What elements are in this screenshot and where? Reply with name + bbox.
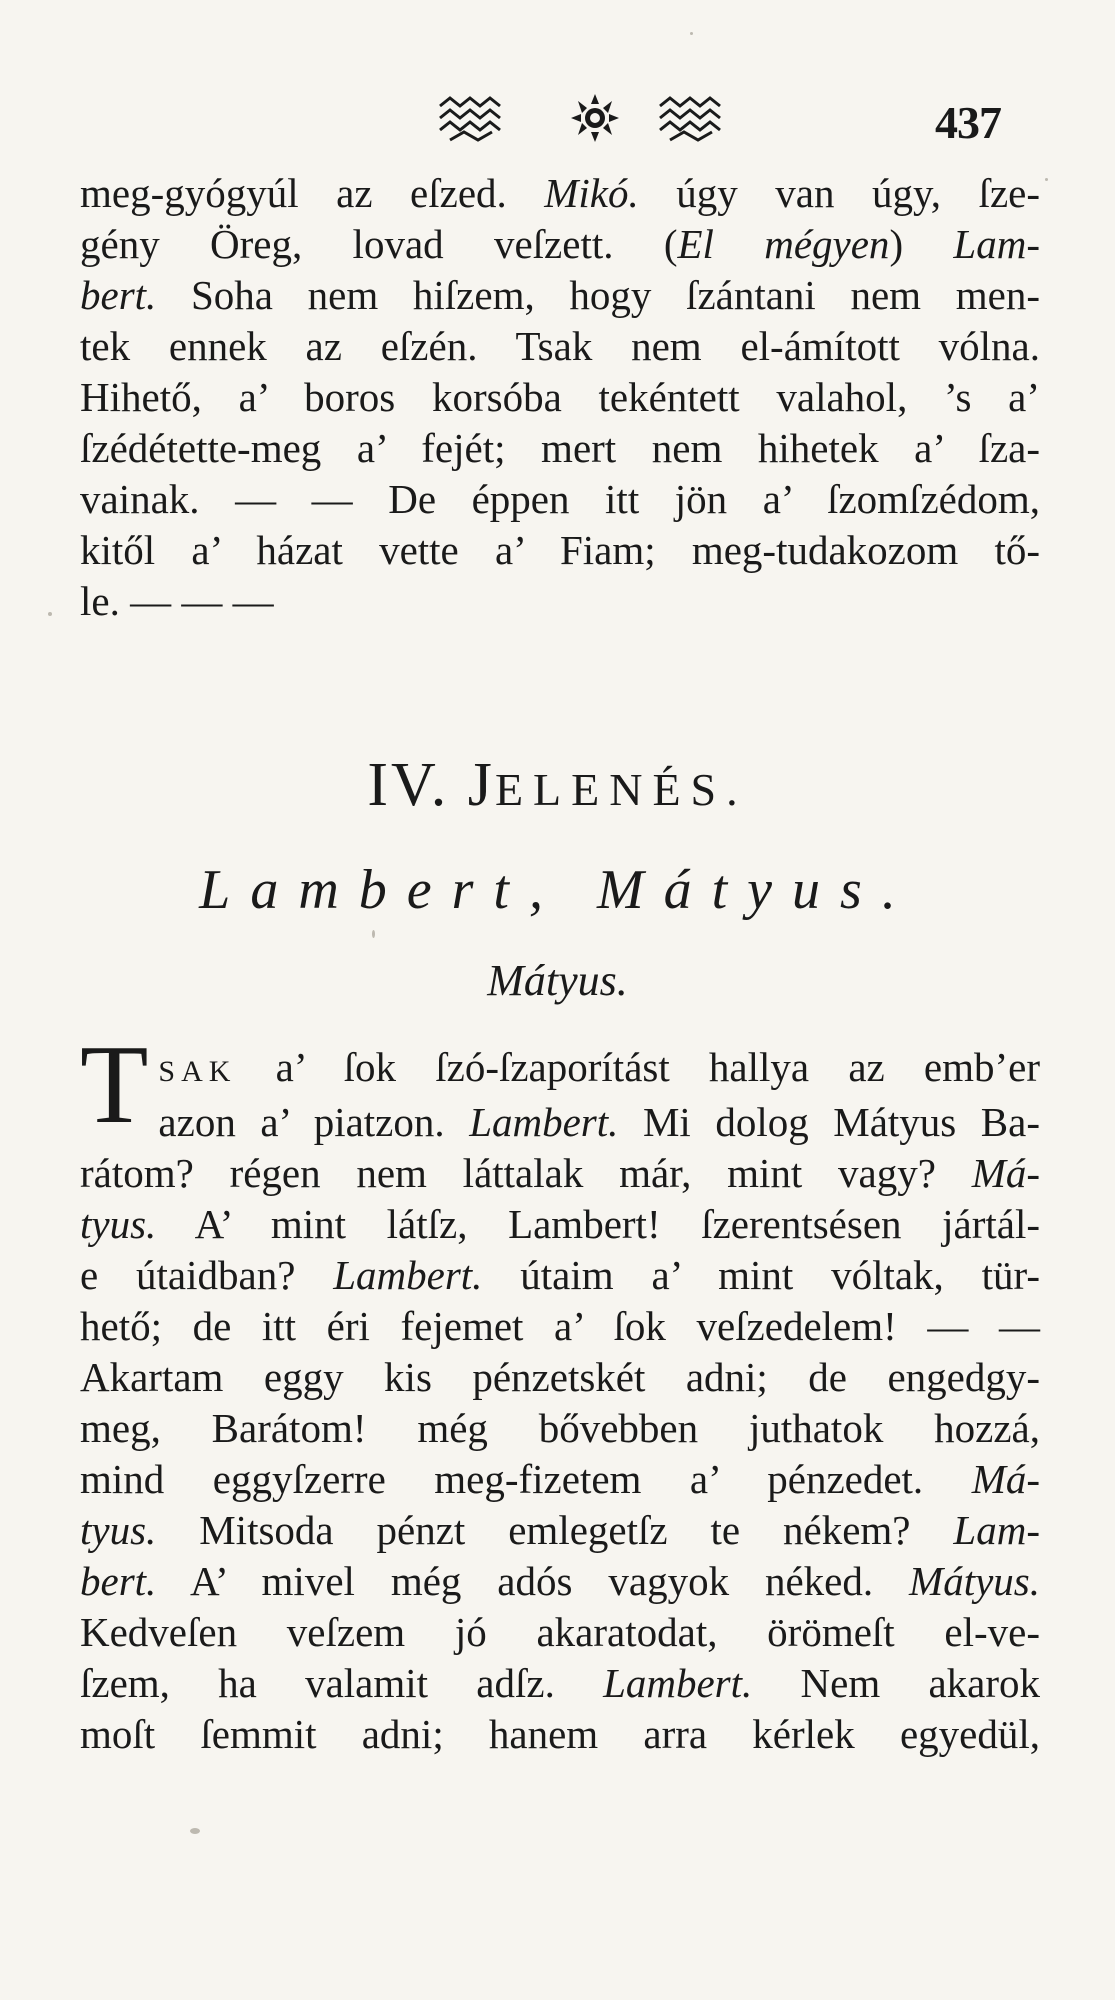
text-span: gény Öreg, lovad veſzett. ( (80, 221, 678, 267)
text-span: a’ ſok ſzó-ſzaporítást hallya az emb’er (236, 1044, 1040, 1090)
speaker-name: tyus. (80, 1507, 157, 1553)
speaker-name: Mikó. (544, 170, 639, 216)
speaker-name: bert. (80, 272, 157, 318)
text-line (80, 1097, 1040, 1148)
text-span: Mi dolog Mátyus Ba- (618, 1099, 1041, 1145)
scene-word: ELENÉS. (494, 764, 748, 815)
text-span: útaim a’ mint vóltak, tür- (482, 1252, 1040, 1298)
text-span: Nem akarok (752, 1660, 1040, 1706)
speaker-name: Lambert. (333, 1252, 483, 1298)
stage-direction: El mégyen (677, 221, 890, 267)
text-line: hető; de itt éri fejemet a’ ſok veſzedelem! — — (80, 1303, 1040, 1349)
paper-speck (372, 930, 375, 938)
text-line: Akartam eggy kis pénzetskét adni; de engedgy- (80, 1354, 1040, 1400)
text-line (80, 1505, 1040, 1556)
text-span: Mitsoda pénzt emlegetſz te nékem? (156, 1507, 954, 1553)
paper-speck (190, 1828, 200, 1834)
scene-title (0, 750, 1115, 821)
speaker-name: Mátyus. (909, 1558, 1040, 1604)
text-line: vainak. — — De éppen itt jön a’ ſzomſzédom, (80, 476, 1040, 522)
text-line: moſt ſemmit adni; hanem arra kérlek egyedül, (80, 1711, 1040, 1757)
text-span: A’ mivel még adós vagyok néked. (156, 1558, 910, 1604)
paragraph-2 (80, 1023, 1041, 1760)
text-span: A’ mint látſz, Lambert! ſzerentsésen jártál- (156, 1201, 1040, 1247)
page-header (0, 92, 1115, 152)
text-line: le. — — — (80, 578, 274, 624)
speaker-name: Má- (971, 1456, 1040, 1502)
text-span: e útaidban? (80, 1252, 334, 1298)
text-line: Kedveſen veſzem jó akaratodat, örömeſt el-ve- (80, 1609, 1040, 1655)
text-span: rátom? régen nem láttalak már, mint vagy? (80, 1150, 972, 1196)
characters-list: Lambert, Mátyus. (199, 859, 916, 921)
text-line (80, 219, 1040, 270)
text-line: meg, Barátom! még bővebben juthatok hozzá, (80, 1405, 1040, 1451)
text-line: Hihető, a’ boros korsóba tekéntett valahol, ’s a’ (80, 374, 1040, 420)
drop-cap: T (80, 1023, 149, 1147)
text-line (80, 1250, 1040, 1301)
text-line (80, 1199, 1040, 1250)
text-line (80, 168, 1040, 219)
paper-speck (48, 612, 52, 616)
text-span: ſzem, ha valamit adſz. (80, 1660, 604, 1706)
text-line (80, 1556, 1040, 1607)
small-caps-word: SAK (158, 1055, 237, 1088)
text-line (80, 270, 1040, 321)
paper-speck (1045, 178, 1048, 181)
ornament-divider-icon (430, 92, 760, 148)
text-span: azon a’ piatzon. (158, 1099, 470, 1145)
speaker-name: Má- (971, 1150, 1040, 1196)
text-line (80, 1042, 1040, 1097)
speaker-name: tyus. (80, 1201, 157, 1247)
text-line: ſzédétette-meg a’ fejét; mert nem hihetek a’ ſza- (80, 425, 1040, 471)
text-line: kitől a’ házat vette a’ Fiam; meg-tudakozom tő- (80, 527, 1040, 573)
text-line (80, 1658, 1040, 1709)
speaker-name: Lambert. (603, 1660, 753, 1706)
speaker-name: bert. (80, 1558, 157, 1604)
speaker-name: Lambert. (469, 1099, 619, 1145)
text-line: tek ennek az eſzén. Tsak nem el-ámított vólna. (80, 323, 1040, 369)
text-line (80, 1454, 1040, 1505)
speaker-name: Lam- (953, 221, 1040, 267)
page-number: 437 (935, 97, 1001, 148)
text-span: ) (889, 221, 954, 267)
scene-numeral: IV. (367, 751, 450, 819)
text-span: úgy van úgy, ſze- (638, 170, 1040, 216)
scene-initial: J (467, 751, 495, 819)
text-span: meg-gyógyúl az eſzed. (80, 170, 545, 216)
speaker-name: Lam- (953, 1507, 1040, 1553)
paragraph-1 (80, 168, 1040, 627)
speaker-heading: Mátyus. (487, 956, 628, 1005)
text-span: mind eggyſzerre meg-fizetem a’ pénzedet. (80, 1456, 972, 1502)
paper-speck (690, 32, 693, 35)
text-span: Soha nem hiſzem, hogy ſzántani nem men- (156, 272, 1040, 318)
text-line (80, 1148, 1040, 1199)
